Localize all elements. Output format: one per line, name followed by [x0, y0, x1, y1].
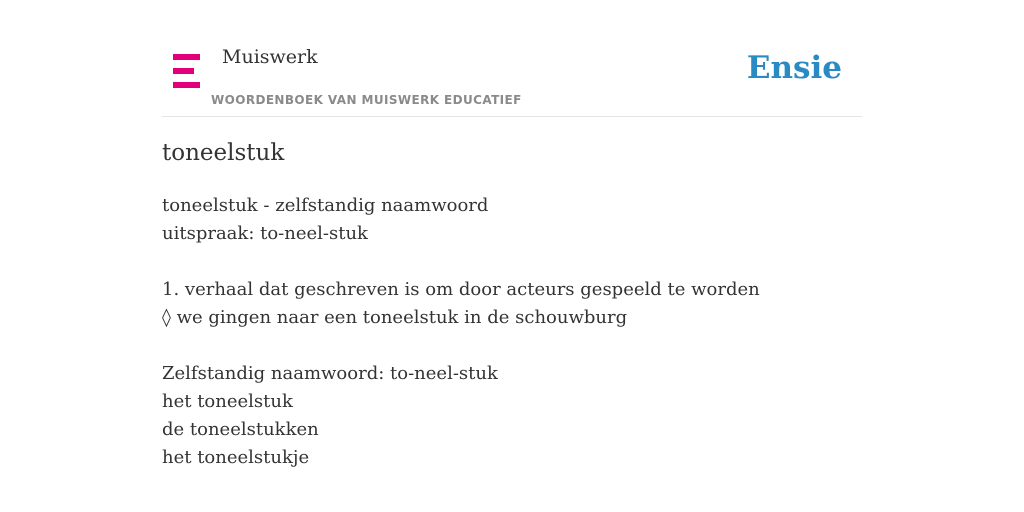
entry-line-blank — [162, 332, 760, 360]
entry-line-plural: de toneelstukken — [162, 419, 319, 440]
logo-bar — [173, 68, 194, 74]
entry-line-example: ◊ we gingen naar een toneelstuk in de schouwburg — [162, 307, 628, 328]
entry-line-singular: het toneelstuk — [162, 391, 293, 412]
muiswerk-logo-icon[interactable] — [173, 54, 200, 88]
header — [162, 0, 862, 117]
entry-line-pronunciation: uitspraak: to-neel-stuk — [162, 223, 368, 244]
definition-body — [162, 192, 760, 472]
entry-line-definition: 1. verhaal dat geschreven is om door acteurs gespeeld te worden — [162, 279, 760, 300]
ensie-logo[interactable]: Ensie — [746, 50, 842, 86]
entry-line-diminutive: het toneelstukje — [162, 447, 310, 468]
entry-line-blank — [162, 248, 760, 276]
page-title: toneelstuk — [162, 140, 285, 166]
entry-line-word-class: toneelstuk - zelfstandig naamwoord — [162, 195, 489, 216]
logo-bar — [173, 82, 200, 88]
brand-name[interactable]: Muiswerk — [222, 46, 318, 68]
logo-bar — [173, 54, 200, 60]
entry-line-inflection-header: Zelfstandig naamwoord: to-neel-stuk — [162, 363, 498, 384]
brand-subtitle: WOORDENBOEK VAN MUISWERK EDUCATIEF — [211, 93, 522, 107]
